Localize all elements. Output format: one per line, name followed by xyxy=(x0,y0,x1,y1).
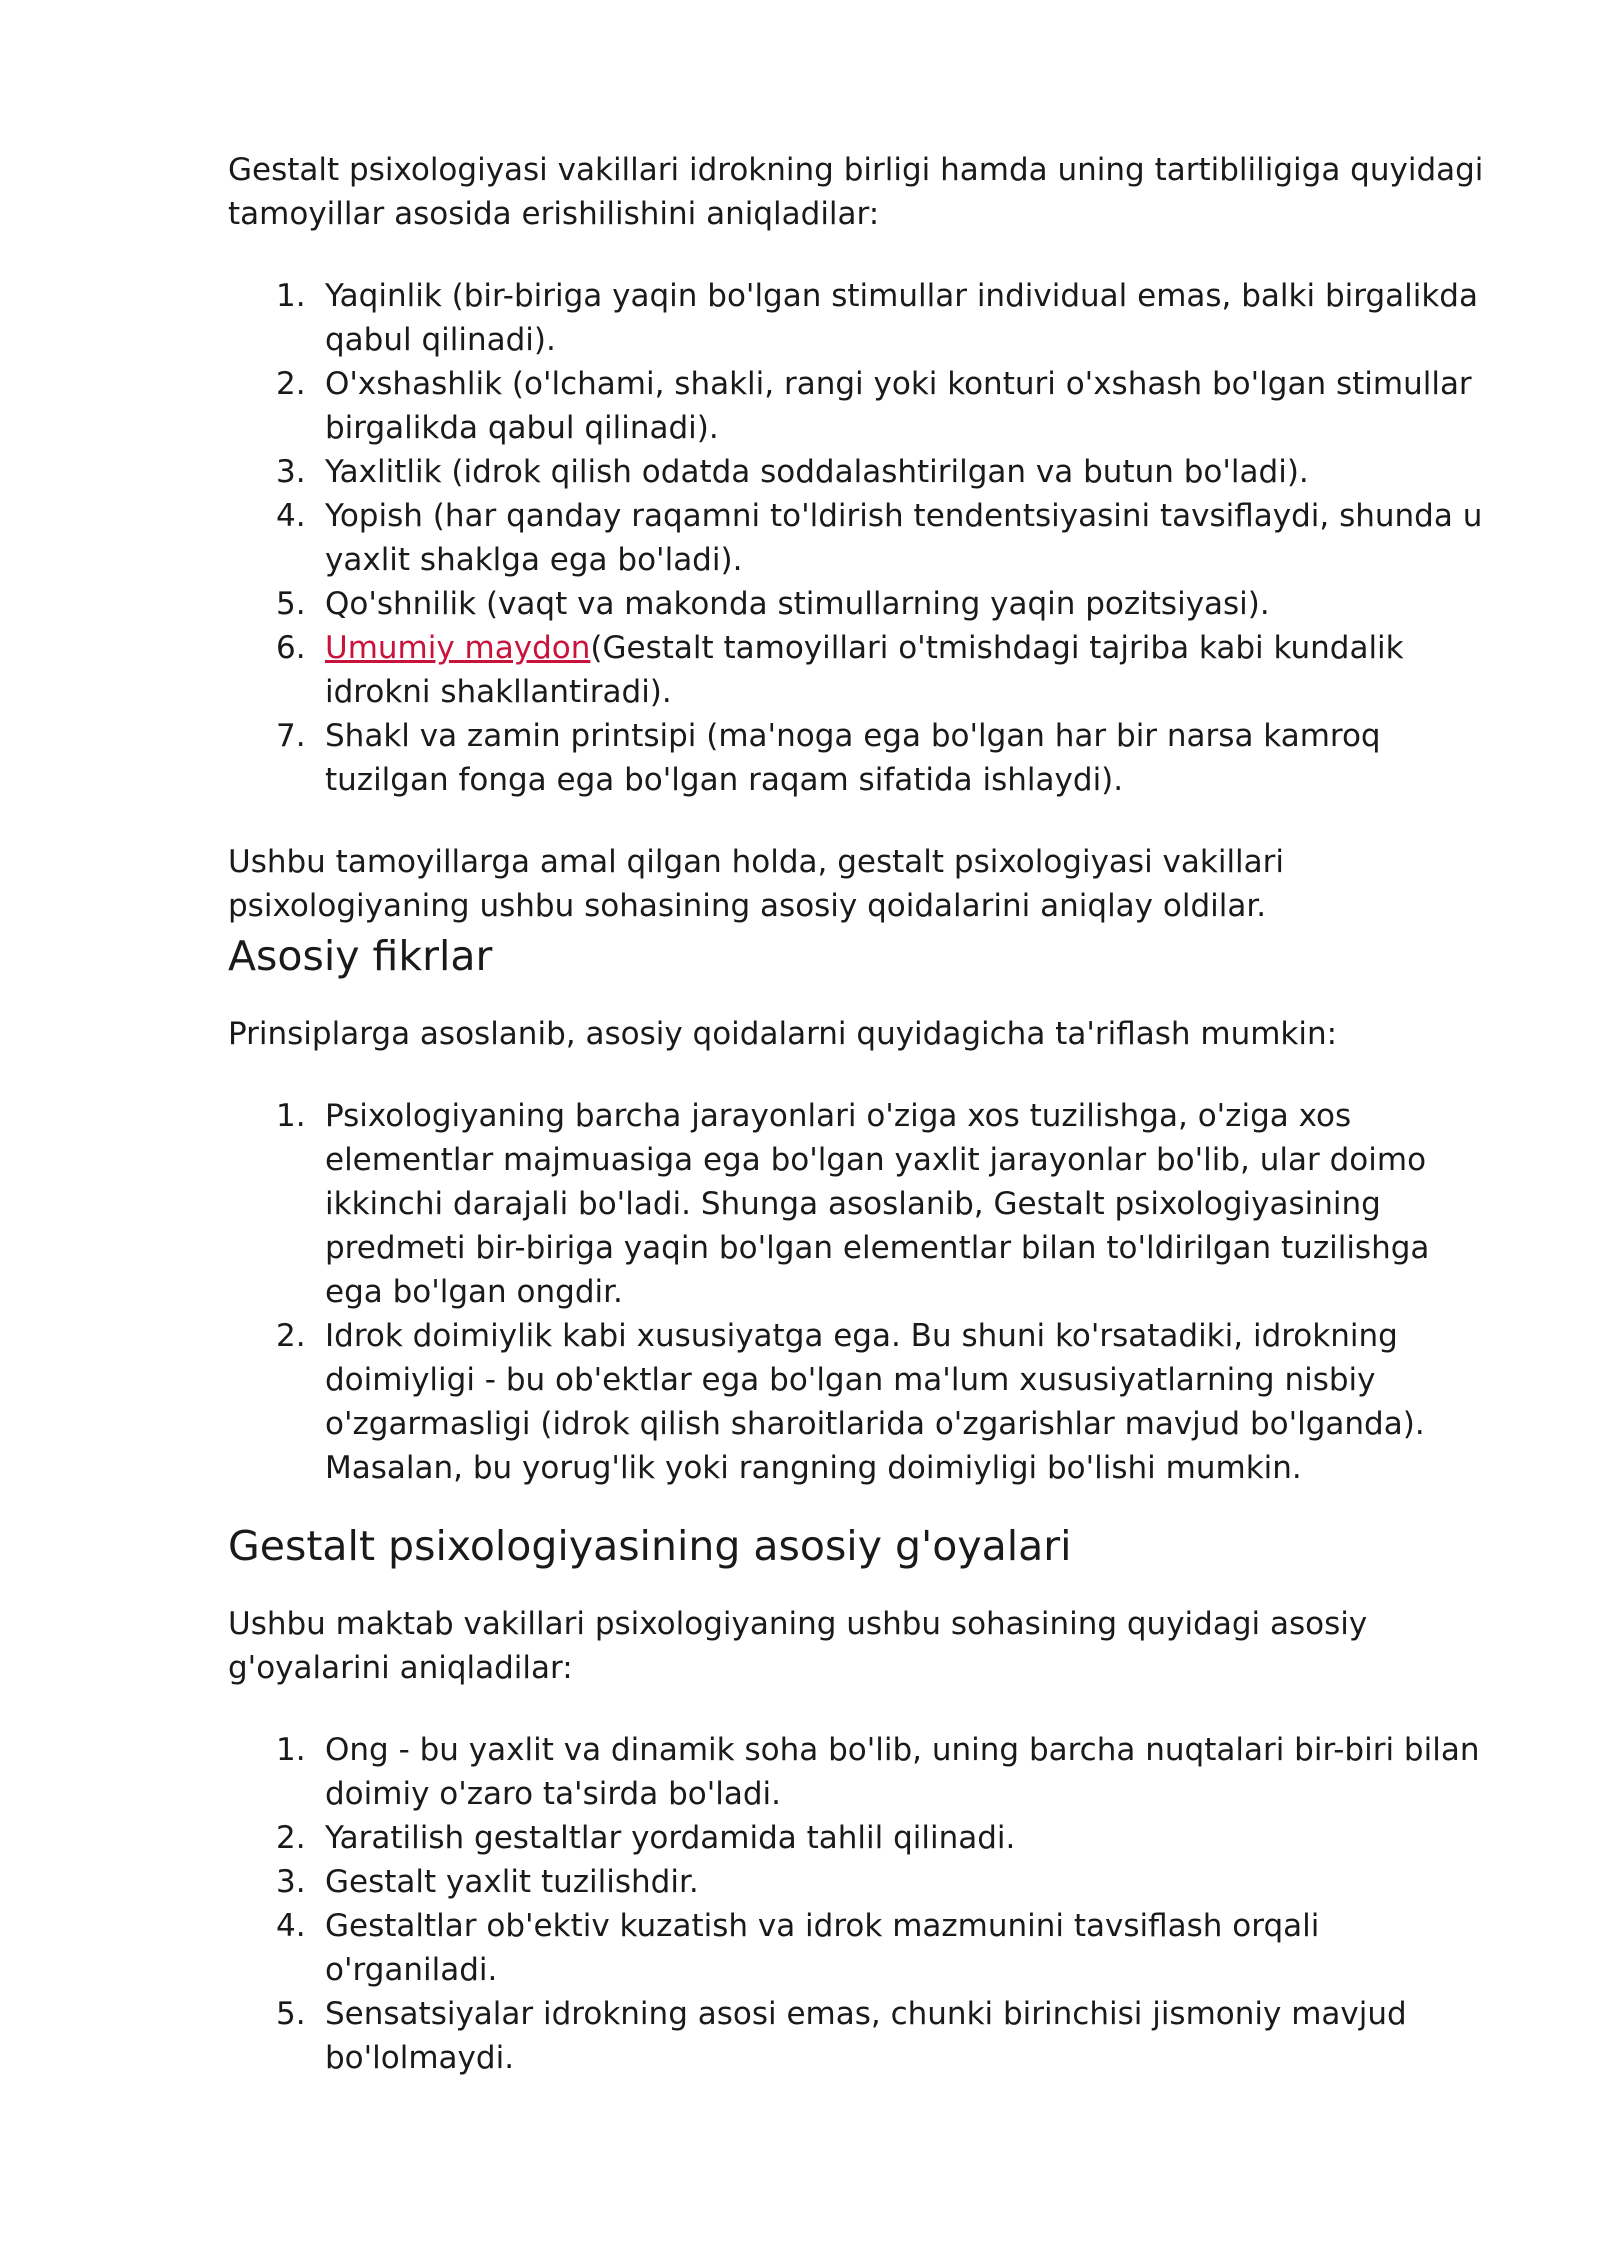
list-item: 1. Ong - bu yaxlit va dinamik soha bo'lib, uning barcha nuqtalari bir-biri bilan doimiy o'zaro ta'sirda bo'ladi. xyxy=(276,1732,1480,1812)
list-item: 6. Umumiy maydon(Gestalt tamoyillari o'tmishdagi tajriba kabi kundalik idrokni shakllantiradi). xyxy=(276,630,1404,710)
section-heading-asosiy-goyalari: Gestalt psixologiyasining asosiy g'oyalari xyxy=(228,1522,1072,1570)
ideas-list xyxy=(228,1728,1488,2080)
list-item: 2. Yaratilish gestaltlar yordamida tahlil qilinadi. xyxy=(276,1820,1016,1856)
list-item: 4. Yopish (har qanday raqamni to'ldirish tendentsiyasini tavsiflaydi, shunda u yaxlit shaklga ega bo'ladi). xyxy=(276,498,1483,578)
list-item: 7. Shakl va zamin printsipi (ma'noga ega bo'lgan har bir narsa kamroq tuzilgan fonga ega bo'lgan raqam sifatida ishlaydi). xyxy=(276,718,1381,798)
section2-intro: Ushbu maktab vakillari psixologiyaning ushbu sohasining quyidagi asosiy g'oyalarini aniqladilar: xyxy=(228,1606,1368,1686)
list-item: 5. Sensatsiyalar idrokning asosi emas, chunki birinchisi jismoniy mavjud bo'lolmaydi. xyxy=(276,1996,1407,2076)
umumiy-maydon-link[interactable]: Umumiy maydon xyxy=(325,630,591,666)
list-item: 5. Qo'shnilik (vaqt va makonda stimullarning yaqin pozitsiyasi). xyxy=(276,586,1270,622)
list-item: 1. Yaqinlik (bir-biriga yaqin bo'lgan stimullar individual emas, balki birgalikda qabul qilinadi). xyxy=(276,278,1478,358)
list-item: 1. Psixologiyaning barcha jarayonlari o'ziga xos tuzilishga, o'ziga xos elementlar majmuasiga ega bo'lgan yaxlit jarayonlar bo'lib, ular doimo ikkinchi darajali bo'ladi. Shunga asoslanib, Gestalt psixologiyasining predmeti bir-biriga yaqin bo'lgan elementlar bilan to'ldirilgan tuzilishga ega bo'lgan ongdir. xyxy=(276,1098,1430,1310)
main-points-list xyxy=(228,1094,1488,1490)
summary-paragraph: Ushbu tamoyillarga amal qilgan holda, gestalt psixologiyasi vakillari psixologiyaning ushbu sohasining asosiy qoidalarini aniqlay oldilar. xyxy=(228,844,1285,924)
list-item: 3. Yaxlitlik (idrok qilish odatda soddalashtirilgan va butun bo'ladi). xyxy=(276,454,1309,490)
list-item: 2. Idrok doimiylik kabi xususiyatga ega. Bu shuni ko'rsatadiki, idrokning doimiyligi - bu ob'ektlar ega bo'lgan ma'lum xususiyatlarning nisbiy o'zgarmasligi (idrok qilish sharoitlarida o'zgarishlar mavjud bo'lganda). Masalan, bu yorug'lik yoki rangning doimiyligi bo'lishi mumkin. xyxy=(276,1318,1425,1486)
list-item: 3. Gestalt yaxlit tuzilishdir. xyxy=(276,1864,699,1900)
principles-list xyxy=(228,274,1488,802)
section1-intro: Prinsiplarga asoslanib, asosiy qoidalarni quyidagicha ta'riflash mumkin: xyxy=(228,1016,1338,1052)
intro-paragraph: Gestalt psixologiyasi vakillari idrokning birligi hamda uning tartibliligiga quyidagi tamoyillar asosida erishilishini aniqladilar: xyxy=(228,152,1484,232)
document-page xyxy=(228,148,1488,2080)
section-heading-asosiy-fikrlar: Asosiy fikrlar xyxy=(228,932,493,980)
list-item: 2. O'xshashlik (o'lchami, shakli, rangi yoki konturi o'xshash bo'lgan stimullar birgalikda qabul qilinadi). xyxy=(276,366,1472,446)
list-item: 4. Gestaltlar ob'ektiv kuzatish va idrok mazmunini tavsiflash orqali o'rganiladi. xyxy=(276,1908,1320,1988)
